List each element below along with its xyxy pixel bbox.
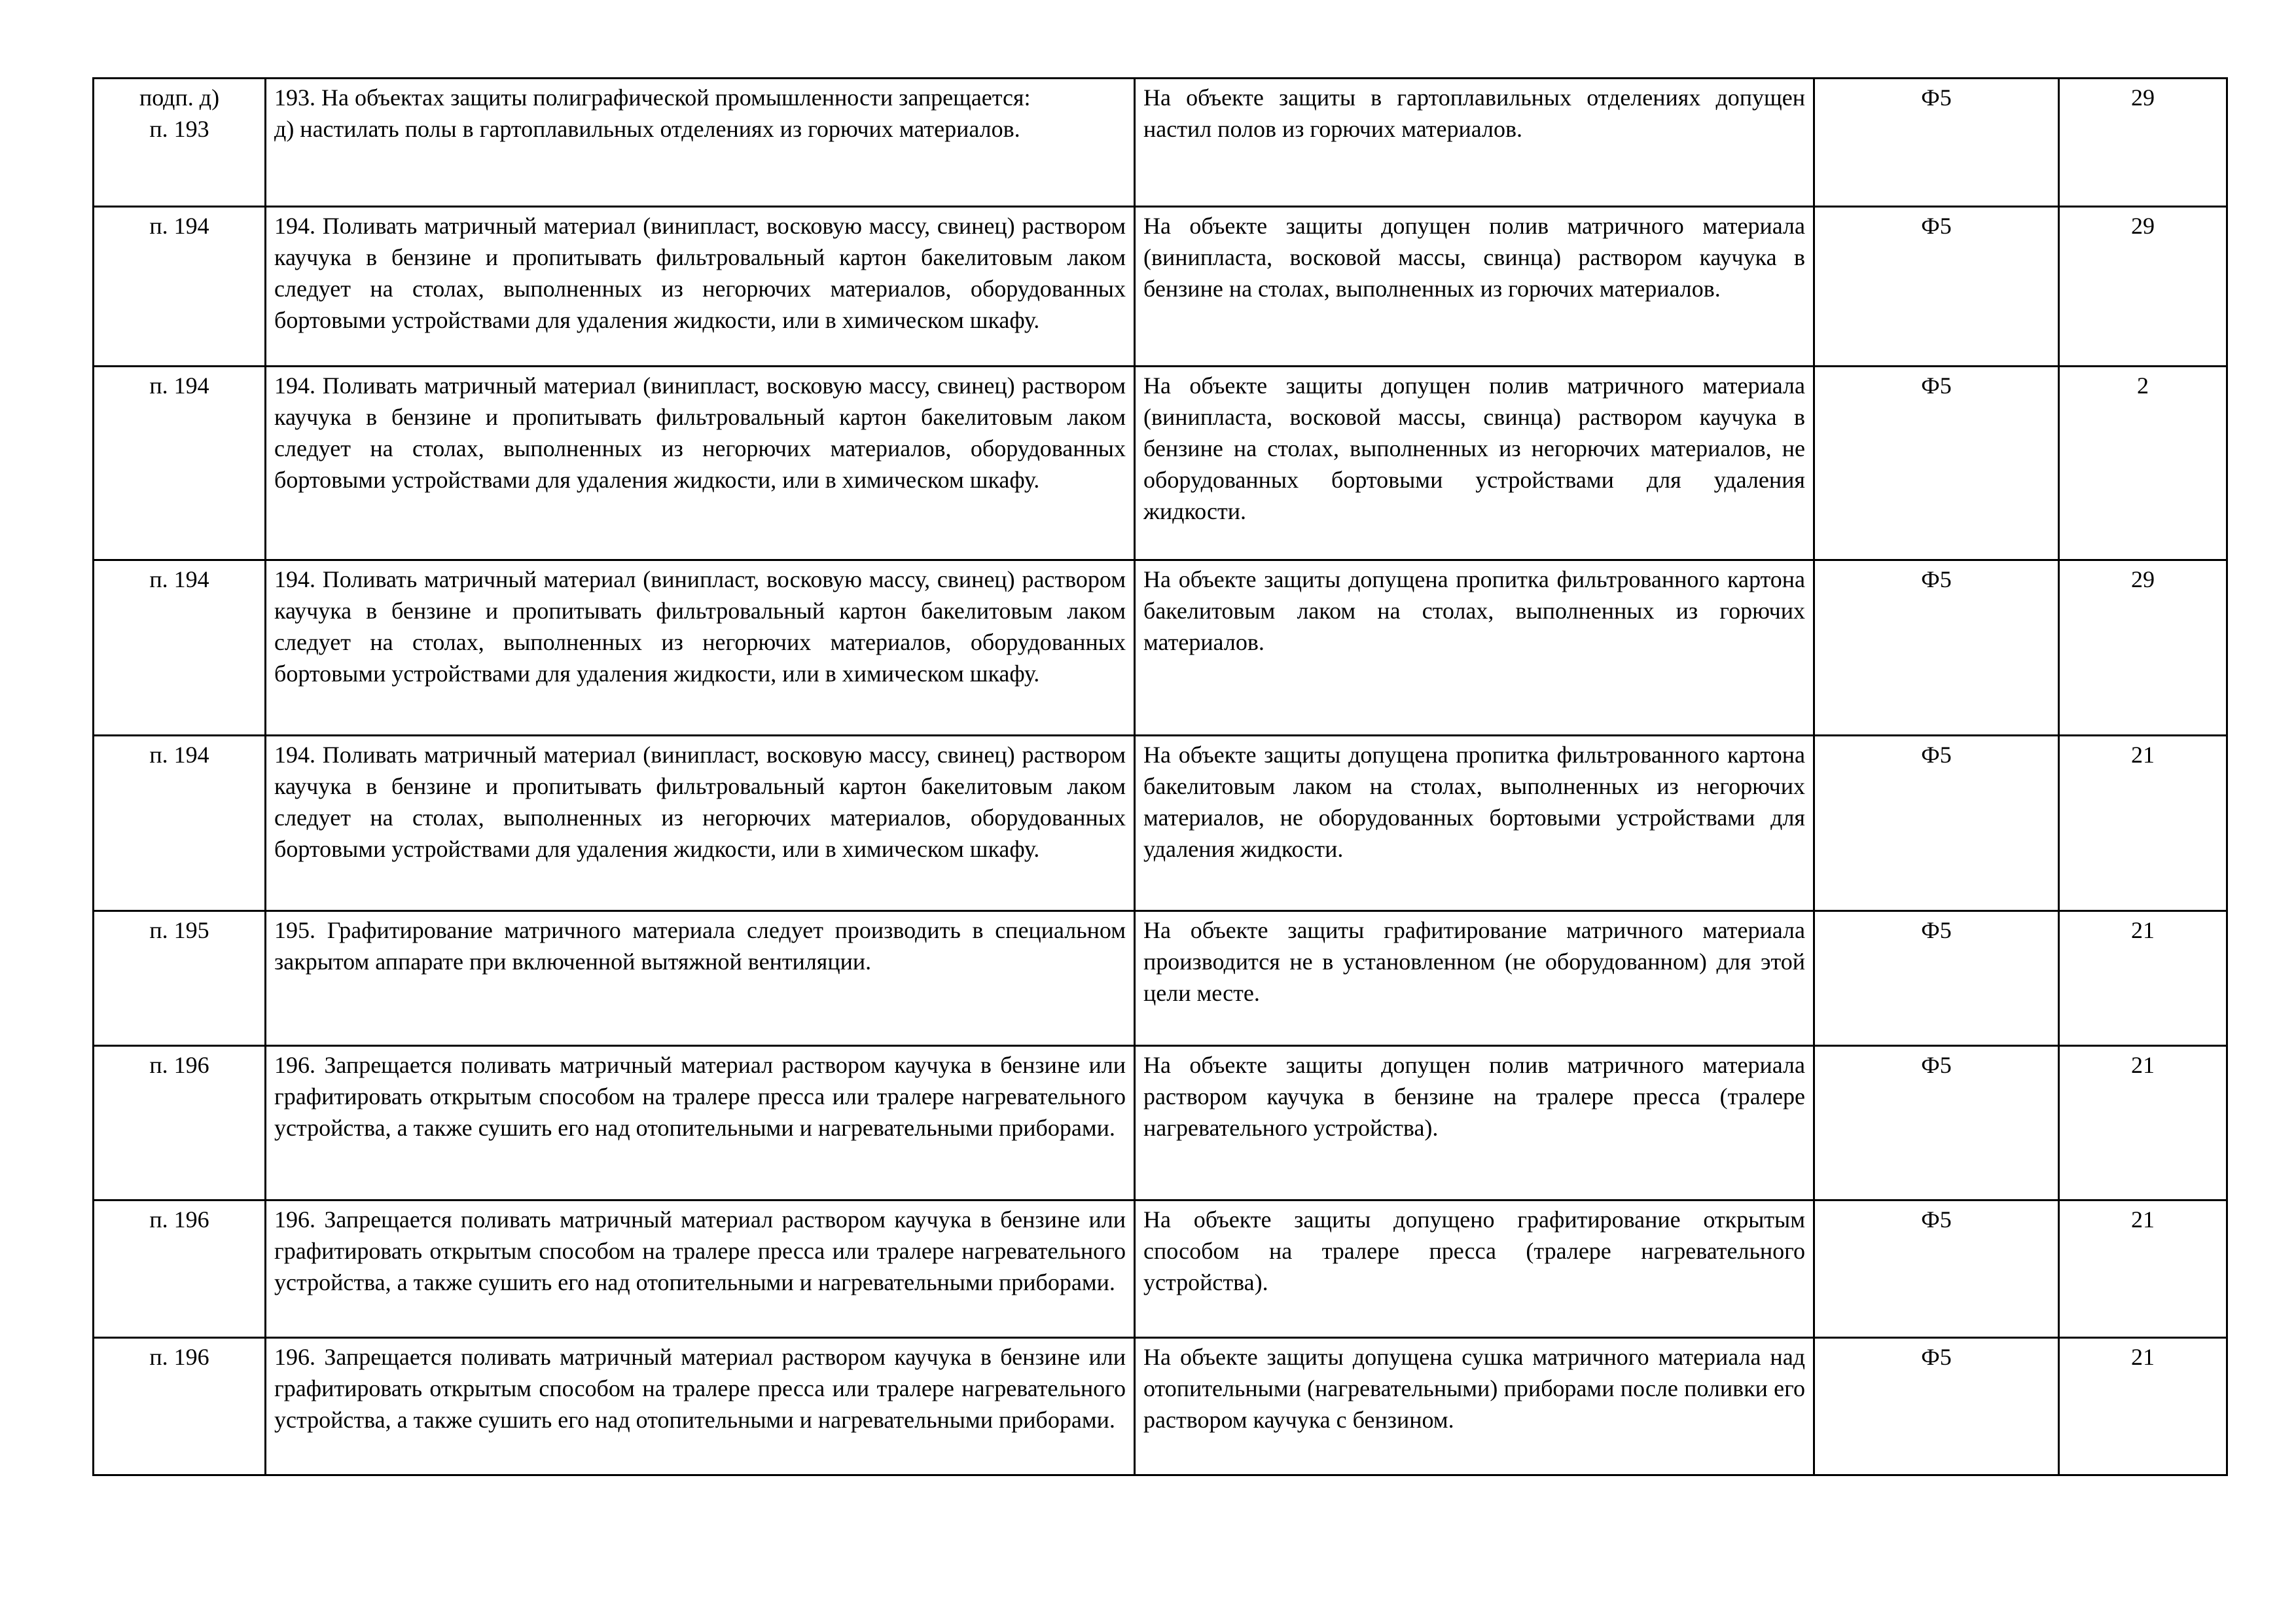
requirement-text: 193. На объектах защиты полиграфической промышленности запрещается: — [274, 84, 1031, 111]
requirement-text: 196. Запрещается поливать матричный материал раствором каучука в бензине или графитировать открытым способом на тралере пресса или тралере нагревательного устройства, а также сушить его над отопительными и нагревательными приборами. — [266, 1046, 1135, 1200]
document-page — [92, 77, 2226, 1476]
clause-reference-cell — [94, 79, 266, 207]
requirement-text: 194. Поливать матричный материал (винипласт, восковую массу, свинец) раствором каучука в бензине и пропитывать фильтровальный картон бакелитовым лаком следует на столах, выполненных из негорючих материалов, оборудованных бортовыми устройствами для удаления жидкости, или в химическом шкафу. — [266, 736, 1135, 911]
table-row — [94, 560, 2227, 736]
clause-reference: п. 196 — [94, 1046, 266, 1200]
violation-text: На объекте защиты допущена пропитка фильтрованного картона бакелитовым лаком на столах, выполненных из негорючих материалов, не оборудованных бортовыми устройствами для удаления жидкости. — [1135, 736, 1814, 911]
requirement-text: 195. Графитирование матричного материала следует производить в специальном закрытом аппарате при включенной вытяжной вентиляции. — [266, 911, 1135, 1046]
violation-text: На объекте защиты допущена пропитка фильтрованного картона бакелитовым лаком на столах, выполненных из горючих материалов. — [1135, 560, 1814, 736]
class-code: Ф5 — [1814, 560, 2059, 736]
violation-text: На объекте защиты допущена сушка матричного материала над отопительными (нагревательными) приборами после поливки его раствором каучука с бензином. — [1135, 1338, 1814, 1475]
violation-code: 21 — [2059, 1200, 2227, 1338]
clause-reference: п. 196 — [94, 1200, 266, 1338]
violation-text: На объекте защиты в гартоплавильных отделениях допущен настил полов из горючих материалов. — [1135, 79, 1814, 207]
violation-code: 21 — [2059, 1046, 2227, 1200]
requirement-text: 194. Поливать матричный материал (винипласт, восковую массу, свинец) раствором каучука в бензине и пропитывать фильтровальный картон бакелитовым лаком следует на столах, выполненных из негорючих материалов, оборудованных бортовыми устройствами для удаления жидкости, или в химическом шкафу. — [266, 560, 1135, 736]
violation-text: На объекте защиты допущен полив матричного материала (винипласта, восковой массы, свинца) раствором каучука в бензине на столах, выполненных из негорючих материалов, не оборудованных бортовыми устройствами для удаления жидкости. — [1135, 367, 1814, 560]
clause-reference: п. 194 — [94, 560, 266, 736]
class-code: Ф5 — [1814, 1338, 2059, 1475]
requirements-table — [92, 77, 2228, 1476]
class-code: Ф5 — [1814, 1200, 2059, 1338]
violation-code: 29 — [2059, 79, 2227, 207]
clause-reference: п. 195 — [94, 911, 266, 1046]
requirement-text: 196. Запрещается поливать матричный материал раствором каучука в бензине или графитировать открытым способом на тралере пресса или тралере нагревательного устройства, а также сушить его над отопительными и нагревательными приборами. — [266, 1338, 1135, 1475]
violation-code: 21 — [2059, 1338, 2227, 1475]
table-row — [94, 367, 2227, 560]
clause-reference: п. 196 — [94, 1338, 266, 1475]
table-row — [94, 1046, 2227, 1200]
class-code: Ф5 — [1814, 367, 2059, 560]
table-row — [94, 736, 2227, 911]
clause-reference: п. 194 — [94, 207, 266, 367]
table-row — [94, 207, 2227, 367]
clause-reference: подп. д) — [139, 84, 220, 111]
requirement-text: 194. Поливать матричный материал (винипласт, восковую массу, свинец) раствором каучука в бензине и пропитывать фильтровальный картон бакелитовым лаком следует на столах, выполненных из негорючих материалов, оборудованных бортовыми устройствами для удаления жидкости, или в химическом шкафу. — [266, 207, 1135, 367]
table-row — [94, 1200, 2227, 1338]
violation-code: 2 — [2059, 367, 2227, 560]
class-code: Ф5 — [1814, 911, 2059, 1046]
violation-code: 29 — [2059, 207, 2227, 367]
class-code: Ф5 — [1814, 207, 2059, 367]
clause-reference: п. 194 — [94, 367, 266, 560]
violation-code: 21 — [2059, 911, 2227, 1046]
table-row — [94, 79, 2227, 207]
class-code: Ф5 — [1814, 736, 2059, 911]
violation-text: На объекте защиты допущен полив матричного материала раствором каучука в бензине на тралере пресса (тралере нагревательного устройства). — [1135, 1046, 1814, 1200]
clause-reference: п. 193 — [149, 116, 209, 142]
violation-text: На объекте защиты допущено графитирование открытым способом на тралере пресса (тралере нагревательного устройства). — [1135, 1200, 1814, 1338]
violation-code: 21 — [2059, 736, 2227, 911]
table-row — [94, 911, 2227, 1046]
requirement-text-cell — [266, 79, 1135, 207]
clause-reference: п. 194 — [94, 736, 266, 911]
requirement-text: д) настилать полы в гартоплавильных отделениях из горючих материалов. — [274, 116, 1020, 142]
violation-text: На объекте защиты графитирование матричного материала производится не в установленном (не оборудованном) для этой цели месте. — [1135, 911, 1814, 1046]
requirement-text: 196. Запрещается поливать матричный материал раствором каучука в бензине или графитировать открытым способом на тралере пресса или тралере нагревательного устройства, а также сушить его над отопительными и нагревательными приборами. — [266, 1200, 1135, 1338]
violation-code: 29 — [2059, 560, 2227, 736]
requirement-text: 194. Поливать матричный материал (винипласт, восковую массу, свинец) раствором каучука в бензине и пропитывать фильтровальный картон бакелитовым лаком следует на столах, выполненных из негорючих материалов, оборудованных бортовыми устройствами для удаления жидкости, или в химическом шкафу. — [266, 367, 1135, 560]
class-code: Ф5 — [1814, 1046, 2059, 1200]
table-row — [94, 1338, 2227, 1475]
violation-text: На объекте защиты допущен полив матричного материала (винипласта, восковой массы, свинца) раствором каучука в бензине на столах, выполненных из горючих материалов. — [1135, 207, 1814, 367]
class-code: Ф5 — [1814, 79, 2059, 207]
